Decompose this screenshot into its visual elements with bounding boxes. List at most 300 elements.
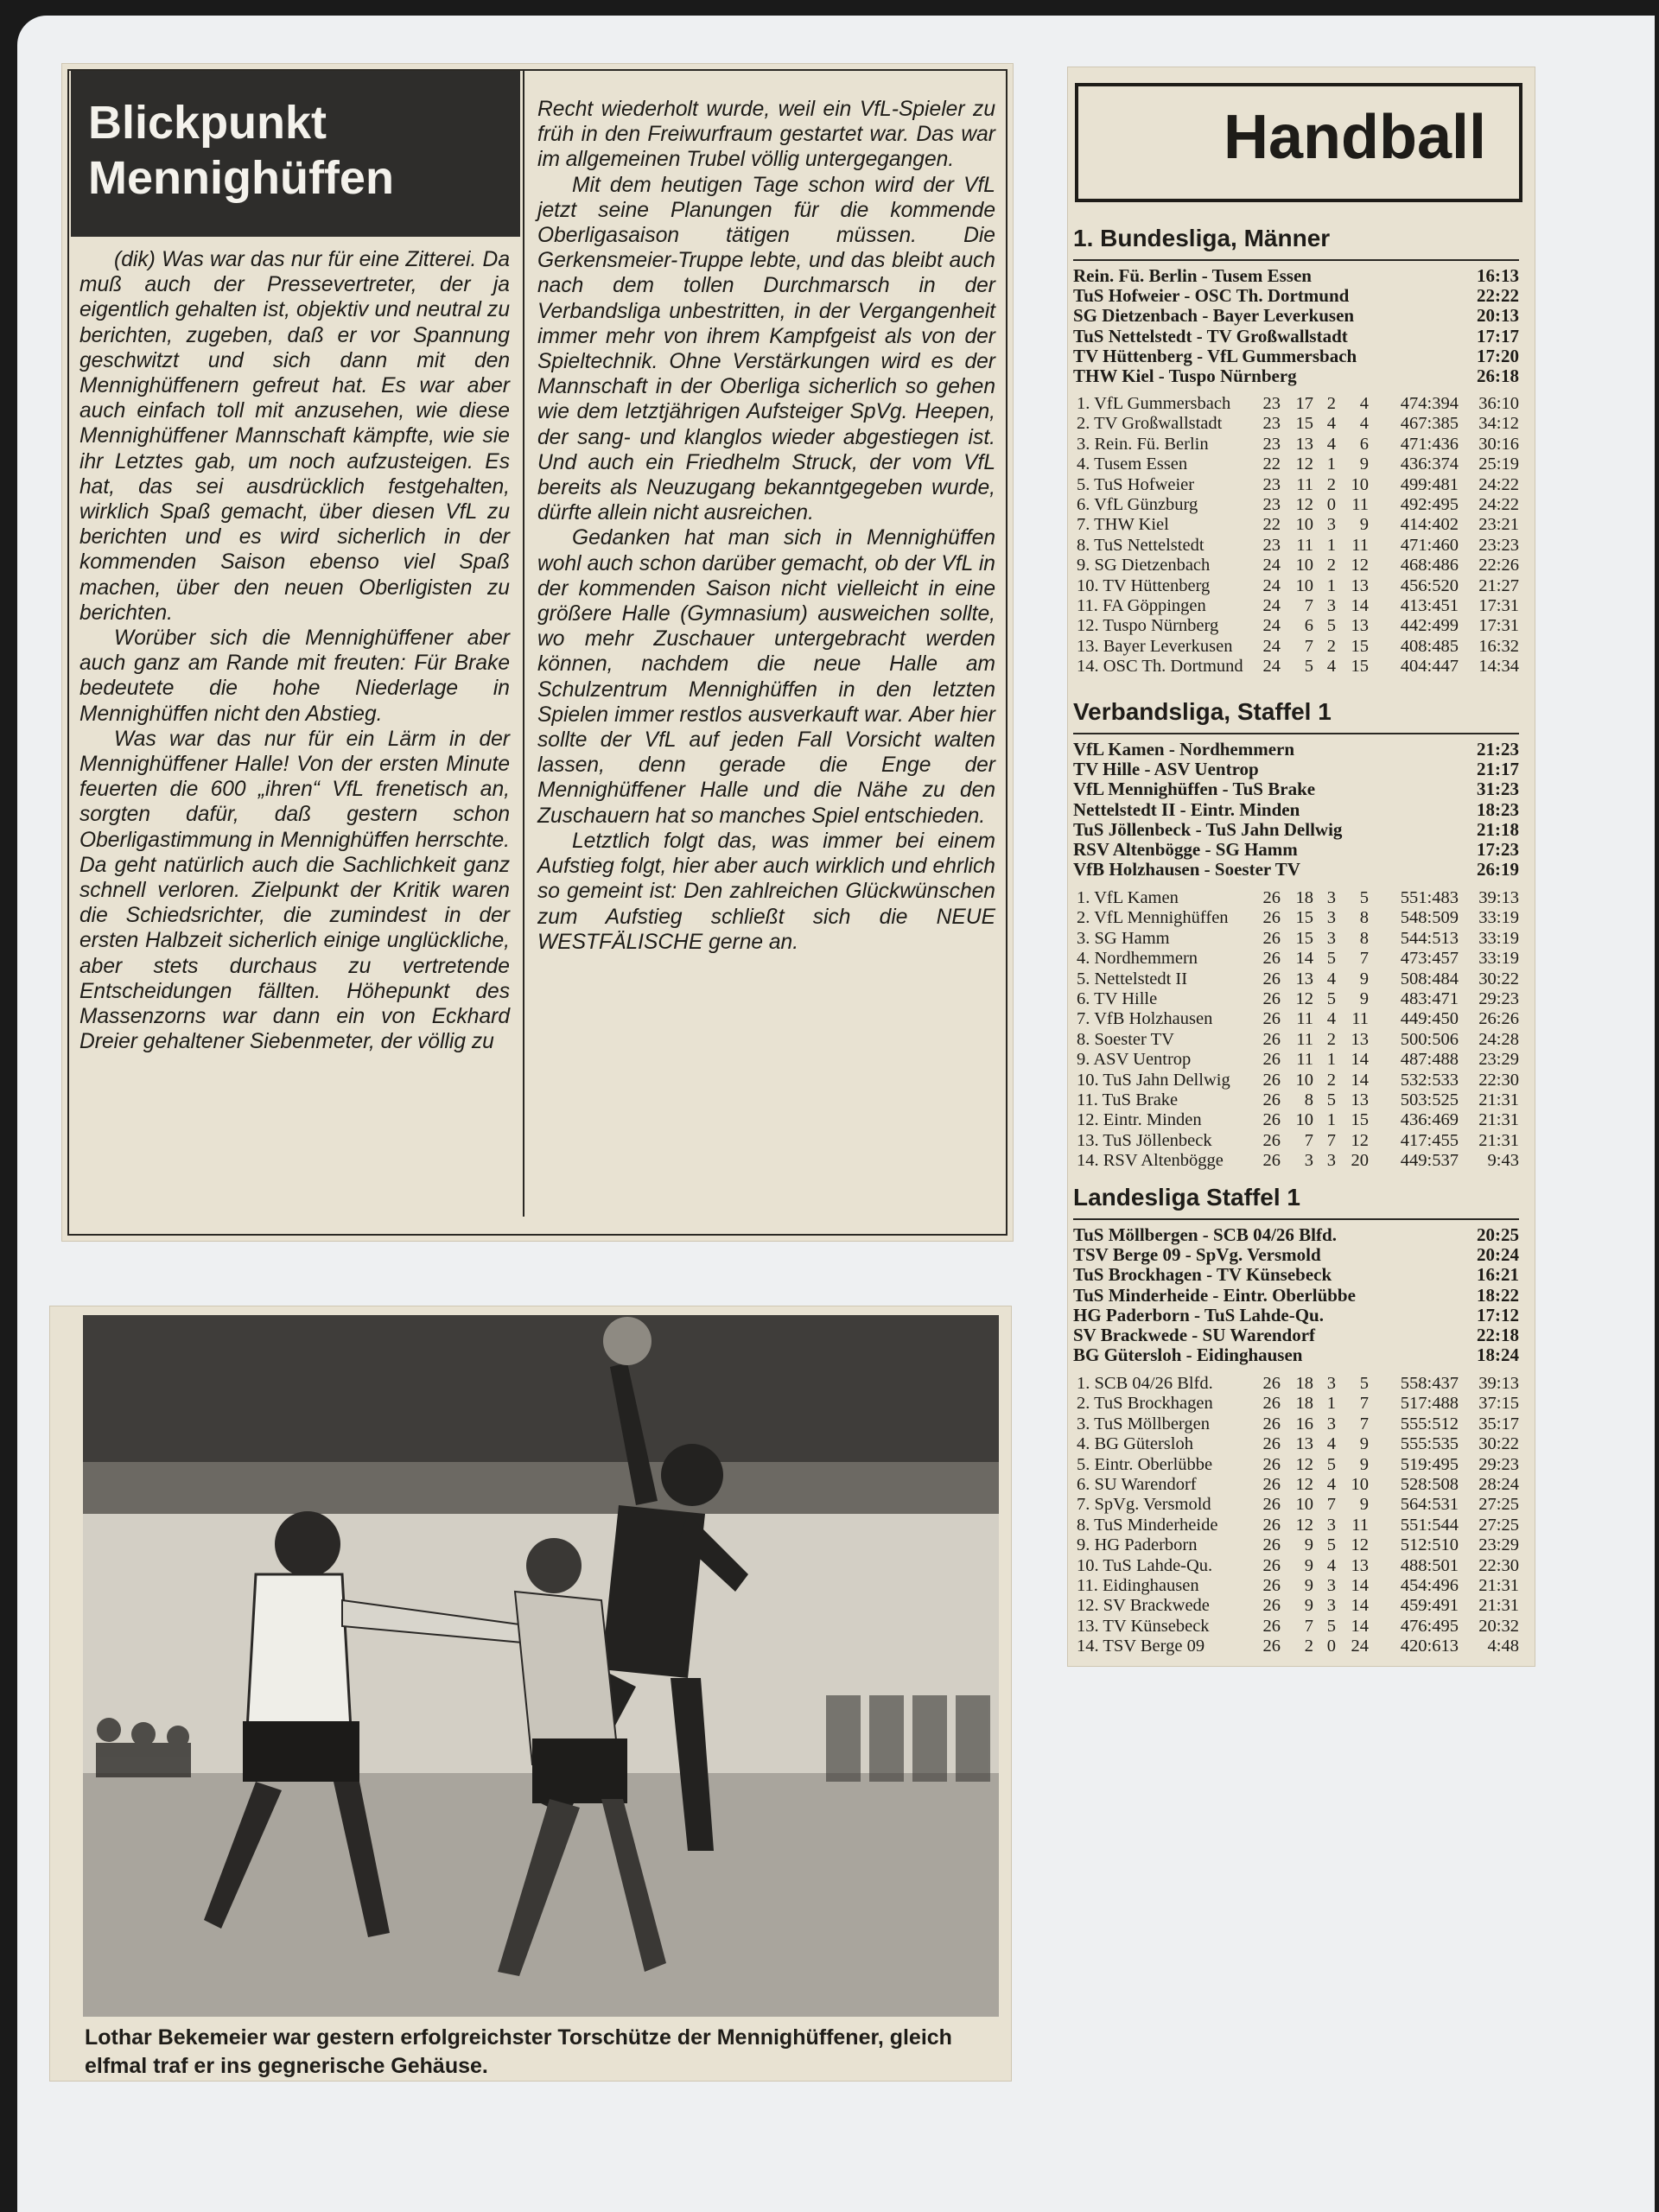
standings-cell: 3 (1326, 1596, 1336, 1616)
standings-cell: 3 (1326, 1515, 1336, 1535)
standings-row (1077, 888, 1519, 908)
standings-cell: 7 (1304, 636, 1313, 656)
standings-cell: 3 (1326, 515, 1336, 535)
standings-row (1077, 1374, 1519, 1394)
standings-cell: 551:483 (1400, 888, 1459, 907)
standings-cell: 15 (1351, 657, 1369, 677)
standings-cell: 26 (1262, 1414, 1281, 1433)
team-name: 6. VfL Günzburg (1077, 495, 1198, 515)
match-pairing: TuS Brockhagen - TV Künsebeck (1073, 1264, 1332, 1286)
standings-cell: 26 (1262, 1070, 1281, 1090)
standings-cell: 14 (1351, 1616, 1369, 1636)
handball-action-photo (83, 1315, 999, 2017)
standings-cell: 22 (1262, 515, 1281, 535)
match-pairing: TV Hille - ASV Uentrop (1073, 759, 1259, 780)
standings-cell: 28:24 (1478, 1475, 1519, 1495)
standings-cell: 26 (1262, 1029, 1281, 1049)
standings-cell: 33:19 (1478, 949, 1519, 969)
team-name: 4. Nordhemmern (1077, 949, 1198, 969)
standings-row (1077, 1009, 1519, 1029)
standings-cell: 519:495 (1400, 1454, 1459, 1474)
standings-cell: 24 (1262, 556, 1281, 575)
standings-cell: 17:31 (1478, 596, 1519, 616)
standings-cell: 6 (1359, 434, 1369, 454)
standings-cell: 413:451 (1400, 596, 1459, 616)
team-name: 11. TuS Brake (1077, 1090, 1179, 1110)
standings-cell: 1 (1326, 1394, 1336, 1414)
standings-row (1077, 1556, 1519, 1576)
standings-row (1077, 1535, 1519, 1555)
standings-cell: 564:531 (1400, 1495, 1459, 1515)
match-score: 31:23 (1477, 779, 1519, 800)
standings-cell: 21:27 (1478, 575, 1519, 595)
result-row (1073, 1345, 1519, 1365)
standings-cell: 26 (1262, 908, 1281, 928)
handball-title: Handball (1223, 103, 1486, 172)
standings-row (1077, 949, 1519, 969)
standings-cell: 10 (1351, 474, 1369, 494)
standings-cell: 471:460 (1400, 535, 1459, 555)
team-name: 1. VfL Kamen (1077, 888, 1179, 907)
photo-illustration (83, 1315, 999, 2017)
standings-cell: 487:488 (1400, 1050, 1459, 1070)
standings-cell: 436:374 (1400, 454, 1459, 474)
match-score: 21:18 (1477, 818, 1519, 840)
result-row (1073, 1265, 1519, 1285)
standings-cell: 30:16 (1478, 434, 1519, 454)
standings-cell: 4 (1326, 969, 1336, 988)
standings-row (1077, 536, 1519, 556)
match-pairing: Nettelstedt II - Eintr. Minden (1073, 798, 1300, 820)
result-row (1073, 306, 1519, 326)
standings-cell: 9:43 (1487, 1151, 1519, 1171)
team-name: 5. TuS Hofweier (1077, 474, 1195, 494)
standings-cell: 555:535 (1400, 1434, 1459, 1454)
standings-cell: 11 (1296, 1009, 1313, 1029)
result-row (1073, 820, 1519, 840)
standings-cell: 9 (1359, 1495, 1369, 1515)
team-name: 10. TuS Lahde-Qu. (1077, 1555, 1213, 1575)
divider (1073, 733, 1519, 734)
paragraph: Was war das nur für ein Lärm in der Mennighüffener Halle! Von der ersten Minute feuerten die 600 „ihren“ VfL frenetisch an, sorgten dafür, daß gestern schon Oberligastimmung in Mennighüffen herrschte. Da geht natürlich auch die Sachlichkeit ganz schnell verloren. Zielpunkt der Kritik waren die Schiedsrichter, die zumindest in der ersten Halbzeit sicherlich einige unglückliche, aber stets durchaus zu vertretende Entscheidungen fällten. Höhepunkt des Massenzorns war dann ein von Eckhard Dreier gehaltener Siebenmeter, der völlig zu (79, 727, 510, 1054)
standings-cell: 9 (1359, 989, 1369, 1009)
match-score: 17:20 (1477, 345, 1519, 366)
team-name: 3. SG Hamm (1077, 928, 1170, 948)
headline-line-2: Mennighüffen (88, 152, 394, 204)
standings-cell: 1 (1326, 1050, 1336, 1070)
standings-row (1077, 435, 1519, 454)
standings-cell: 8 (1304, 1090, 1313, 1110)
standings-cell: 20 (1351, 1151, 1369, 1171)
standings-cell: 408:485 (1400, 636, 1459, 656)
standings-cell: 26 (1262, 1596, 1281, 1616)
standings-cell: 14 (1351, 1070, 1369, 1090)
standings-table (1077, 394, 1519, 677)
section-title: Verbandsliga, Staffel 1 (1073, 698, 1332, 725)
standings-cell: 24 (1262, 575, 1281, 595)
standings-table (1077, 888, 1519, 1172)
standings-cell: 9 (1304, 1576, 1313, 1596)
team-name: 6. TV Hille (1077, 989, 1158, 1009)
standings-cell: 9 (1304, 1555, 1313, 1575)
result-row (1073, 327, 1519, 346)
standings-row (1077, 596, 1519, 616)
standings-row (1077, 1030, 1519, 1050)
standings-cell: 23 (1262, 434, 1281, 454)
standings-row (1077, 657, 1519, 677)
standings-cell: 9 (1359, 454, 1369, 474)
standings-cell: 21:31 (1478, 1110, 1519, 1130)
paragraph: Worüber sich die Mennighüffener aber auch ganz am Rande mit freuten: Für Brake bedeutete die hohe Niederlage in Mennighüffen nicht den Abstieg. (79, 626, 510, 726)
team-name: 2. VfL Mennighüffen (1077, 908, 1229, 928)
team-name: 12. Tuspo Nürnberg (1077, 616, 1219, 636)
standings-cell: 2 (1304, 1637, 1313, 1656)
standings-cell: 35:17 (1478, 1414, 1519, 1433)
match-pairing: SG Dietzenbach - Bayer Leverkusen (1073, 305, 1355, 327)
standings-cell: 23 (1262, 495, 1281, 515)
standings-row (1077, 394, 1519, 414)
article-column-1 (79, 247, 510, 1055)
standings-cell: 13 (1351, 1090, 1369, 1110)
standings-cell: 14 (1351, 1576, 1369, 1596)
standings-cell: 26 (1262, 1454, 1281, 1474)
standings-cell: 26 (1262, 1151, 1281, 1171)
standings-cell: 12 (1295, 989, 1313, 1009)
standings-cell: 26 (1262, 989, 1281, 1009)
standings-cell: 26 (1262, 1637, 1281, 1656)
match-pairing: SV Brackwede - SU Warendorf (1073, 1325, 1316, 1346)
standings-cell: 15 (1351, 1110, 1369, 1130)
standings-cell: 2 (1326, 556, 1336, 575)
standings-cell: 9 (1359, 1454, 1369, 1474)
standings-cell: 468:486 (1400, 556, 1459, 575)
standings-cell: 13 (1295, 1434, 1313, 1454)
results-list (1073, 266, 1519, 386)
standings-cell: 7 (1359, 949, 1369, 969)
standings-row (1077, 576, 1519, 596)
result-row (1073, 800, 1519, 820)
standings-cell: 0 (1326, 1637, 1336, 1656)
standings-row (1077, 1090, 1519, 1110)
standings-cell: 488:501 (1400, 1555, 1459, 1575)
match-pairing: THW Kiel - Tuspo Nürnberg (1073, 365, 1297, 387)
match-pairing: VfL Kamen - Nordhemmern (1073, 739, 1295, 760)
standings-row (1077, 1050, 1519, 1070)
paragraph: Gedanken hat man sich in Mennighüffen wohl auch schon darüber gemacht, ob der VfL in der kommenden Saison nicht vielleicht in eine größere Halle (Gymnasium) ausweichen sollte, wo mehr Zuschauer untergebracht werden können, nachdem die neue Halle am Schulzentrum Mennighüffen in den letzten Spielen immer restlos ausverkauft war. Aber hier sollte der VfL auf jeden Fall Vorsicht walten lassen, denn gerade die Enge der Mennighüffener Halle und die Nähe zu den Zuschauern hat so manches Spiel entschieden. (537, 526, 995, 828)
match-score: 26:18 (1477, 365, 1519, 387)
standings-cell: 26 (1262, 1616, 1281, 1636)
match-score: 20:25 (1477, 1224, 1519, 1245)
standings-cell: 9 (1359, 1434, 1369, 1454)
standings-cell: 1 (1326, 454, 1336, 474)
result-row (1073, 1306, 1519, 1325)
standings-row (1077, 1475, 1519, 1495)
standings-cell: 22:30 (1478, 1070, 1519, 1090)
standings-cell: 404:447 (1400, 657, 1459, 677)
standings-cell: 2 (1326, 1029, 1336, 1049)
team-name: 14. OSC Th. Dortmund (1077, 657, 1243, 677)
standings-cell: 10 (1295, 1110, 1313, 1130)
standings-row (1077, 969, 1519, 989)
result-row (1073, 760, 1519, 779)
match-pairing: TuS Möllbergen - SCB 04/26 Blfd. (1073, 1224, 1337, 1245)
standings-cell: 3 (1326, 1576, 1336, 1596)
team-name: 5. Nettelstedt II (1077, 969, 1188, 988)
standings-cell: 15 (1295, 928, 1313, 948)
standings-cell: 27:25 (1478, 1495, 1519, 1515)
result-row (1073, 840, 1519, 860)
standings-cell: 3 (1326, 1414, 1336, 1433)
standings-cell: 22:26 (1478, 556, 1519, 575)
standings-cell: 21:31 (1478, 1596, 1519, 1616)
match-score: 26:19 (1477, 859, 1519, 880)
paragraph: (dik) Was war das nur für eine Zitterei. Da muß auch der Pressevertreter, der ja eigentlich gehalten ist, objektiv und neutral zu berichten, zugeben, daß er vor Spannung geschwitzt und sich dann mit den Mennighüffenern gefreut hat. Es war aber auch einfach toll mit anzusehen, wie diese Mennighüffener Mannschaft kämpfte, wie sie ihr Letztes gab, um noch aufzusteigen. Es hat, das sei ausdrücklich festgehalten, wirklich Spaß gemacht, über diesen VfL zu berichten und es wird sicherlich in der kommenden Saison ebenso viel Spaß machen, über den neuen Oberligisten zu berichten. (79, 248, 510, 625)
standings-cell: 29:23 (1478, 989, 1519, 1009)
handball-title-box (1075, 83, 1522, 202)
article-headline (71, 71, 520, 237)
standings-row (1077, 1071, 1519, 1090)
match-pairing: TuS Minderheide - Eintr. Oberlübbe (1073, 1284, 1356, 1306)
team-name: 10. TuS Jahn Dellwig (1077, 1070, 1230, 1090)
standings-cell: 18 (1295, 1394, 1313, 1414)
standings-cell: 420:613 (1400, 1637, 1459, 1656)
standings-cell: 39:13 (1478, 888, 1519, 907)
standings-cell: 467:385 (1400, 414, 1459, 434)
team-name: 9. SG Dietzenbach (1077, 556, 1211, 575)
match-score: 16:13 (1477, 265, 1519, 286)
team-name: 5. Eintr. Oberlübbe (1077, 1454, 1213, 1474)
standings-cell: 414:402 (1400, 515, 1459, 535)
match-pairing: Rein. Fü. Berlin - Tusem Essen (1073, 265, 1312, 286)
paragraph: Letztlich folgt das, was immer bei einem Aufstieg folgt, hier aber auch wirklich und ehrlich so gemeint ist: Den zahlreichen Glückwünschen zum Aufstieg schließt sich die NEUE WESTFÄLISCHE gerne an. (537, 829, 995, 954)
standings-row (1077, 616, 1519, 636)
match-pairing: TSV Berge 09 - SpVg. Versmold (1073, 1244, 1321, 1266)
result-row (1073, 1325, 1519, 1345)
standings-cell: 2 (1326, 636, 1336, 656)
team-name: 4. Tusem Essen (1077, 454, 1188, 474)
standings-cell: 5 (1326, 989, 1336, 1009)
match-score: 17:12 (1477, 1304, 1519, 1325)
standings-cell: 24 (1262, 616, 1281, 636)
standings-row (1077, 908, 1519, 928)
standings-cell: 12 (1295, 1515, 1313, 1535)
standings-cell: 14 (1351, 596, 1369, 616)
match-pairing: RSV Altenbögge - SG Hamm (1073, 839, 1298, 861)
standings-cell: 10 (1295, 556, 1313, 575)
standings-cell: 508:484 (1400, 969, 1459, 988)
standings-cell: 4 (1326, 434, 1336, 454)
photo-caption: Lothar Bekemeier war gestern erfolgreichster Torschütze der Mennighüffener, gleich elfmal traf er ins gegnerische Gehäuse. (85, 2025, 952, 2078)
standings-cell: 26 (1262, 1576, 1281, 1596)
standings-cell: 23:21 (1478, 515, 1519, 535)
standings-cell: 3 (1326, 1374, 1336, 1393)
divider (1073, 1218, 1519, 1220)
result-row (1073, 286, 1519, 306)
team-name: 2. TV Großwallstadt (1077, 414, 1223, 434)
match-pairing: TV Hüttenberg - VfL Gummersbach (1073, 345, 1357, 366)
standings-cell: 25:19 (1478, 454, 1519, 474)
standings-cell: 1 (1326, 535, 1336, 555)
standings-cell: 23:29 (1478, 1050, 1519, 1070)
standings-row (1077, 556, 1519, 575)
standings-cell: 11 (1296, 535, 1313, 555)
standings-cell: 24 (1262, 657, 1281, 677)
photo-clipping (50, 1306, 1011, 2081)
match-pairing: VfB Holzhausen - Soester TV (1073, 859, 1300, 880)
standings-cell: 24 (1351, 1637, 1369, 1656)
standings-cell: 17 (1295, 394, 1313, 413)
team-name: 9. HG Paderborn (1077, 1535, 1198, 1555)
standings-cell: 11 (1296, 474, 1313, 494)
result-row (1073, 266, 1519, 286)
team-name: 12. Eintr. Minden (1077, 1110, 1202, 1130)
standings-cell: 12 (1295, 495, 1313, 515)
standings-cell: 26:26 (1478, 1009, 1519, 1029)
standings-cell: 3 (1326, 908, 1336, 928)
divider (1073, 259, 1519, 261)
standings-cell: 10 (1295, 1070, 1313, 1090)
result-row (1073, 1245, 1519, 1265)
standings-cell: 9 (1359, 515, 1369, 535)
standings-cell: 24 (1262, 636, 1281, 656)
standings-cell: 13 (1295, 434, 1313, 454)
team-name: 13. TV Künsebeck (1077, 1616, 1210, 1636)
standings-cell: 11 (1351, 1515, 1369, 1535)
team-name: 11. Eidinghausen (1077, 1576, 1199, 1596)
team-name: 11. FA Göppingen (1077, 596, 1206, 616)
match-score: 17:17 (1477, 325, 1519, 346)
standings-cell: 14 (1351, 1050, 1369, 1070)
standings-cell: 26 (1262, 1555, 1281, 1575)
standings-cell: 417:455 (1400, 1130, 1459, 1150)
standings-cell: 548:509 (1400, 908, 1459, 928)
standings-cell: 2 (1326, 394, 1336, 413)
standings-cell: 5 (1326, 949, 1336, 969)
standings-cell: 4 (1326, 414, 1336, 434)
team-name: 8. Soester TV (1077, 1029, 1174, 1049)
standings-cell: 30:22 (1478, 1434, 1519, 1454)
results-list (1073, 740, 1519, 880)
standings-cell: 3 (1304, 1151, 1313, 1171)
standings-cell: 471:436 (1400, 434, 1459, 454)
standings-cell: 18 (1295, 1374, 1313, 1393)
standings-cell: 39:13 (1478, 1374, 1519, 1393)
standings-cell: 5 (1326, 1535, 1336, 1555)
team-name: 6. SU Warendorf (1077, 1475, 1197, 1495)
standings-cell: 3 (1326, 928, 1336, 948)
standings-cell: 12 (1295, 1454, 1313, 1474)
match-pairing: HG Paderborn - TuS Lahde-Qu. (1073, 1304, 1324, 1325)
standings-cell: 1 (1326, 1110, 1336, 1130)
standings-cell: 7 (1304, 1616, 1313, 1636)
standings-cell: 454:496 (1400, 1576, 1459, 1596)
match-pairing: BG Gütersloh - Eidinghausen (1073, 1344, 1303, 1366)
article-column-2 (537, 97, 995, 955)
standings-row (1077, 414, 1519, 434)
team-name: 12. SV Brackwede (1077, 1596, 1210, 1616)
standings-row (1077, 1455, 1519, 1475)
standings-cell: 4 (1326, 1009, 1336, 1029)
standings-cell: 24:22 (1478, 474, 1519, 494)
standings-cell: 10 (1295, 515, 1313, 535)
standings-row (1077, 637, 1519, 657)
match-score: 18:23 (1477, 798, 1519, 820)
standings-cell: 4 (1326, 657, 1336, 677)
standings-cell: 14:34 (1478, 657, 1519, 677)
match-score: 16:21 (1477, 1264, 1519, 1286)
standings-cell: 11 (1296, 1050, 1313, 1070)
match-score: 18:22 (1477, 1284, 1519, 1306)
standings-cell: 492:495 (1400, 495, 1459, 515)
standings-cell: 12 (1351, 1130, 1369, 1150)
standings-cell: 21:31 (1478, 1090, 1519, 1110)
standings-row (1077, 1394, 1519, 1414)
standings-cell: 10 (1351, 1475, 1369, 1495)
standings-cell: 2 (1326, 1070, 1336, 1090)
standings-cell: 23:29 (1478, 1535, 1519, 1555)
standings-cell: 476:495 (1400, 1616, 1459, 1636)
standings-cell: 473:457 (1400, 949, 1459, 969)
team-name: 7. VfB Holzhausen (1077, 1009, 1213, 1029)
standings-cell: 558:437 (1400, 1374, 1459, 1393)
team-name: 4. BG Gütersloh (1077, 1434, 1193, 1454)
standings-row (1077, 1414, 1519, 1434)
team-name: 13. Bayer Leverkusen (1077, 636, 1233, 656)
standings-cell: 17:31 (1478, 616, 1519, 636)
standings-cell: 24 (1262, 596, 1281, 616)
handball-results-clipping (1068, 67, 1535, 1666)
team-name: 14. RSV Altenbögge (1077, 1151, 1224, 1171)
standings-cell: 23 (1262, 474, 1281, 494)
standings-cell: 5 (1359, 1374, 1369, 1393)
team-name: 9. ASV Uentrop (1077, 1050, 1192, 1070)
standings-row (1077, 1617, 1519, 1637)
standings-cell: 500:506 (1400, 1029, 1459, 1049)
section-title: 1. Bundesliga, Männer (1073, 225, 1331, 251)
team-name: 13. TuS Jöllenbeck (1077, 1130, 1212, 1150)
standings-cell: 34:12 (1478, 414, 1519, 434)
team-name: 7. THW Kiel (1077, 515, 1169, 535)
column-divider (523, 71, 524, 1217)
standings-cell: 16:32 (1478, 636, 1519, 656)
standings-cell: 512:510 (1400, 1535, 1459, 1555)
standings-cell: 26 (1262, 888, 1281, 907)
standings-cell: 26 (1262, 1110, 1281, 1130)
standings-cell: 449:450 (1400, 1009, 1459, 1029)
standings-cell: 551:544 (1400, 1515, 1459, 1535)
standings-cell: 7 (1326, 1130, 1336, 1150)
standings-row (1077, 1637, 1519, 1656)
team-name: 3. TuS Möllbergen (1077, 1414, 1210, 1433)
headline-line-1: Blickpunkt (88, 97, 327, 149)
standings-row (1077, 454, 1519, 474)
standings-cell: 23 (1262, 535, 1281, 555)
standings-cell: 474:394 (1400, 394, 1459, 413)
standings-cell: 4 (1326, 1475, 1336, 1495)
standings-cell: 11 (1351, 1009, 1369, 1029)
standings-cell: 544:513 (1400, 928, 1459, 948)
standings-cell: 27:25 (1478, 1515, 1519, 1535)
standings-cell: 26 (1262, 1050, 1281, 1070)
standings-row (1077, 989, 1519, 1009)
standings-row (1077, 929, 1519, 949)
standings-cell: 26 (1262, 969, 1281, 988)
standings-table (1077, 1374, 1519, 1657)
standings-cell: 5 (1326, 1090, 1336, 1110)
standings-cell: 26 (1262, 1090, 1281, 1110)
standings-row (1077, 1516, 1519, 1535)
standings-row (1077, 515, 1519, 535)
